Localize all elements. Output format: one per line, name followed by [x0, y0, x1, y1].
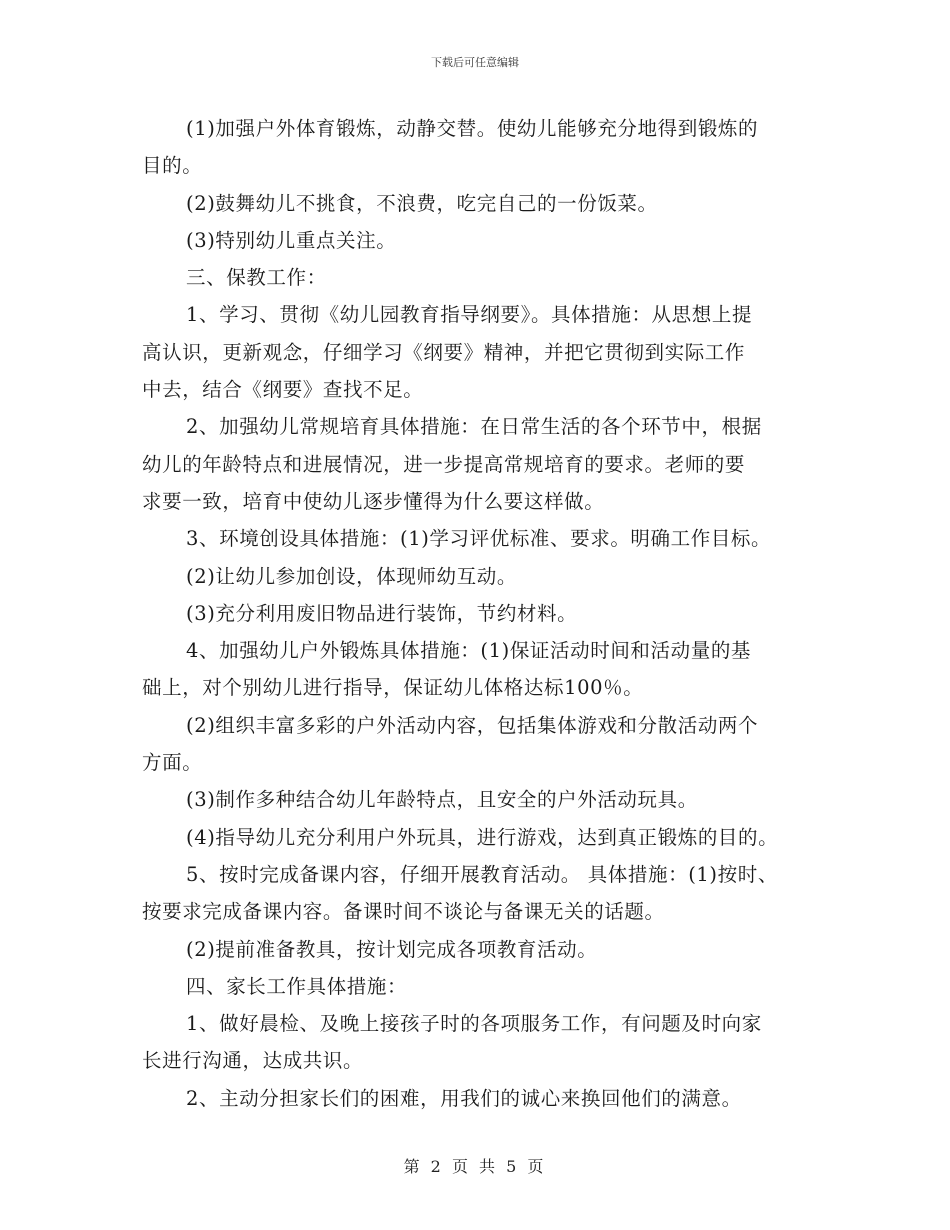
text-line: 1、做好晨检、及晚上接孩子时的各项服务工作，有问题及时向家	[186, 1012, 762, 1036]
section-heading: 四、家长工作具体措施：	[186, 974, 408, 998]
text-line: 2、加强幼儿常规培育具体措施：在日常生活的各个环节中，根据	[186, 415, 762, 439]
text-line: 5、按时完成备课内容，仔细开展教育活动。 具体措施：(1)按时、	[186, 862, 778, 886]
section-heading: 三、保教工作：	[186, 266, 327, 290]
text-line: 求要一致，培育中使幼儿逐步懂得为什么要这样做。	[142, 489, 605, 513]
text-line: 方面。	[142, 751, 203, 775]
text-line: 4、加强幼儿户外锻炼具体措施：(1)保证活动时间和活动量的基	[186, 639, 752, 663]
text-line: (2)鼓舞幼儿不挑食，不浪费，吃完自己的一份饭菜。	[186, 191, 658, 215]
text-line: (2)让幼儿参加创设，体现师幼互动。	[186, 564, 517, 588]
text-line: 2、主动分担家长们的困难，用我们的诚心来换回他们的满意。	[186, 1086, 742, 1110]
text-line: (3)特别幼儿重点关注。	[186, 228, 397, 252]
page-number: 第 2 页 共 5 页	[403, 1157, 547, 1176]
text-line: 高认识，更新观念，仔细学习《纲要》精神，并把它贯彻到实际工作	[142, 340, 746, 364]
text-line: 中去，结合《纲要》查找不足。	[142, 378, 424, 402]
text-line: 础上，对个别幼儿进行指导，保证幼儿体格达标100％。	[142, 676, 644, 700]
text-line: 长进行沟通，达成共识。	[142, 1049, 364, 1073]
text-line: 按要求完成备课内容。备课时间不谈论与备课无关的话题。	[142, 900, 665, 924]
text-line: (2)组织丰富多彩的户外活动内容，包括集体游戏和分散活动两个	[186, 713, 759, 737]
text-line: 目的。	[142, 154, 203, 178]
document-body	[142, 110, 827, 1117]
text-line: 1、学习、贯彻《幼儿园教育指导纲要》。具体措施：从思想上提	[186, 303, 753, 327]
text-line: (3)制作多种结合幼儿年龄特点，且安全的户外活动玩具。	[186, 788, 698, 812]
page-header: 下载后可任意编辑	[431, 56, 519, 69]
text-line: (1)加强户外体育锻炼，动静交替。使幼儿能够充分地得到锻炼的	[186, 117, 759, 140]
text-line: (3)充分利用废旧物品进行装饰，节约材料。	[186, 601, 578, 625]
text-line: (2)提前准备教具，按计划完成各项教育活动。	[186, 937, 598, 961]
text-line: 幼儿的年龄特点和进展情况，进一步提高常规培育的要求。老师的要	[142, 452, 746, 476]
text-line: 3、环境创设具体措施：(1)学习评优标准、要求。明确工作目标。	[186, 527, 772, 551]
text-line: (4)指导幼儿充分利用户外玩具，进行游戏，达到真正锻炼的目的。	[186, 825, 779, 849]
